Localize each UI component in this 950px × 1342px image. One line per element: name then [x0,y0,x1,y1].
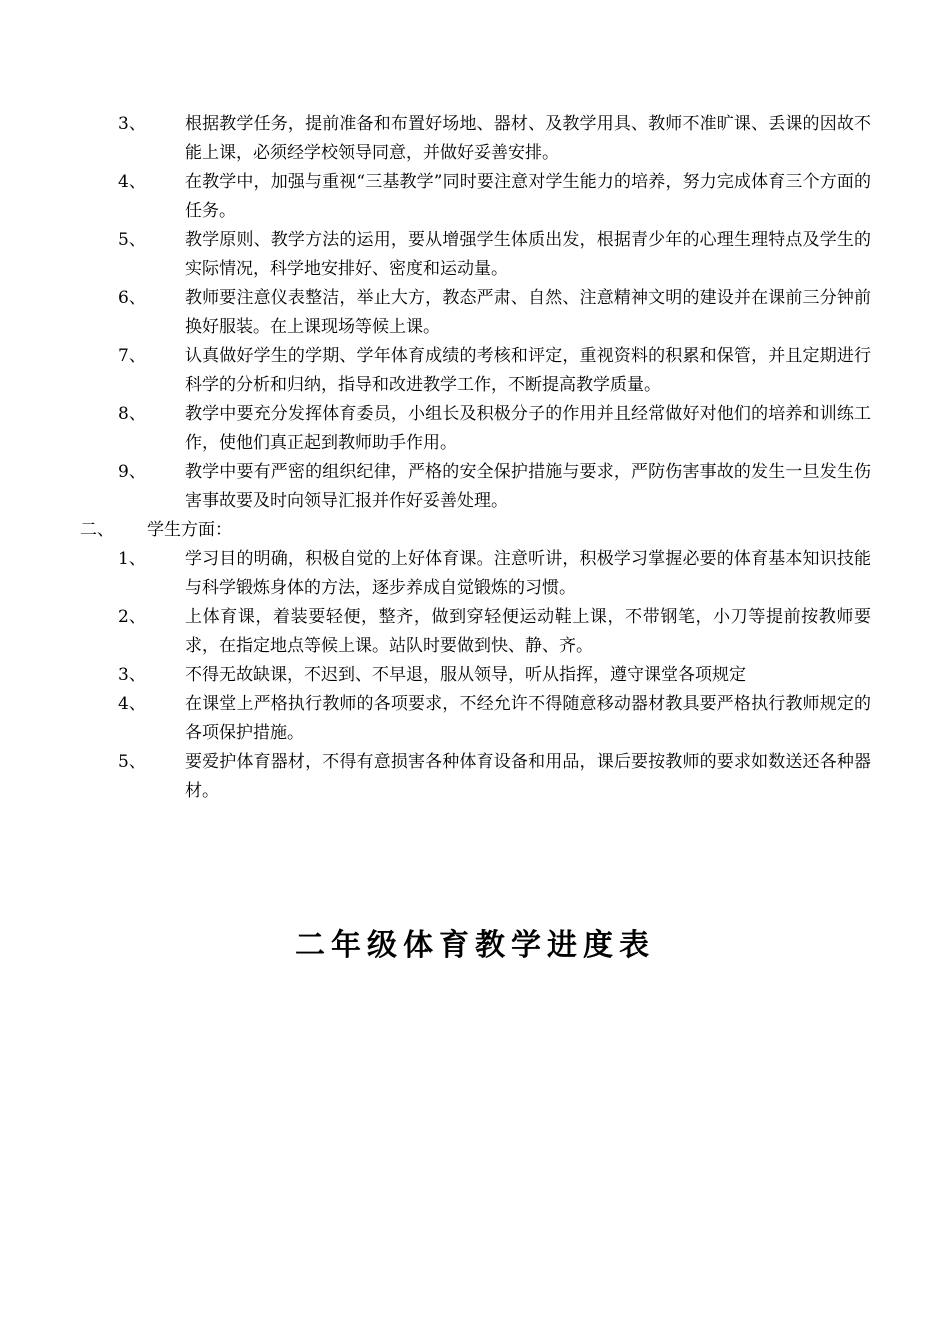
list-item [0,400,950,458]
list-item [0,168,950,226]
list-item [0,458,950,516]
list-item [0,690,950,748]
page-heading: 二年级体育教学进度表 [295,928,655,963]
list-item [0,748,950,806]
item-number: 7、 [118,346,146,366]
item-text: 学习目的明确，积极自觉的上好体育课。注意听讲，积极学习掌握必要的体育基本知识技能与科学锻炼身体的方法，逐步养成自觉锻炼的习惯。 [185,549,871,598]
item-text: 上体育课，着装要轻便，整齐，做到穿轻便运动鞋上课，不带钢笔，小刀等提前按教师要求，在指定地点等候上课。站队时要做到快、静、齐。 [185,607,871,656]
item-text: 要爱护体育器材，不得有意损害各种体育设备和用品，课后要按教师的要求如数送还各种器材。 [185,752,871,801]
item-text: 教师要注意仪表整洁，举止大方，教态严肃、自然、注意精神文明的建设并在课前三分钟前换好服装。在上课现场等候上课。 [185,288,871,337]
section-header [0,516,950,545]
item-number: 3、 [118,665,146,685]
list-item [0,603,950,661]
item-text: 教学中要有严密的组织纪律，严格的安全保护措施与要求，严防伤害事故的发生一旦发生伤害事故要及时向领导汇报并作好妥善处理。 [185,462,871,511]
item-number: 2、 [118,607,146,627]
list-item [0,226,950,284]
item-number: 4、 [118,694,146,714]
item-text: 不得无故缺课，不迟到、不早退，服从领导，听从指挥，遵守课堂各项规定 [185,665,746,685]
item-text: 教学原则、教学方法的运用，要从增强学生体质出发，根据青少年的心理生理特点及学生的实际情况，科学地安排好、密度和运动量。 [185,230,871,279]
item-number: 6、 [118,288,146,308]
list-item [0,342,950,400]
item-number: 8、 [118,404,146,424]
item-text: 教学中要充分发挥体育委员，小组长及积极分子的作用并且经常做好对他们的培养和训练工作，使他们真正起到教师助手作用。 [185,404,871,453]
item-number: 1、 [118,549,146,569]
item-number: 3、 [118,114,146,134]
item-number: 5、 [118,230,146,250]
item-text: 在课堂上严格执行教师的各项要求，不经允许不得随意移动器材教具要严格执行教师规定的各项保护措施。 [185,694,871,743]
item-text: 认真做好学生的学期、学年体育成绩的考核和评定，重视资料的积累和保管，并且定期进行科学的分析和归纳，指导和改进教学工作，不断提高教学质量。 [185,346,871,395]
section-number: 二、 [80,520,114,540]
section-title: 学生方面： [147,520,232,540]
list-item [0,284,950,342]
item-number: 4、 [118,172,146,192]
item-text: 根据教学任务，提前准备和布置好场地、器材、及教学用具、教师不准旷课、丢课的因故不能上课，必须经学校领导同意，并做好妥善安排。 [185,114,871,163]
item-number: 5、 [118,752,146,772]
list-item [0,110,950,168]
list-item [0,661,950,690]
list-item [0,545,950,603]
item-number: 9、 [118,462,146,482]
rules-list [0,110,950,806]
item-text: 在教学中，加强与重视“三基教学”同时要注意对学生能力的培养，努力完成体育三个方面的任务。 [185,172,871,221]
